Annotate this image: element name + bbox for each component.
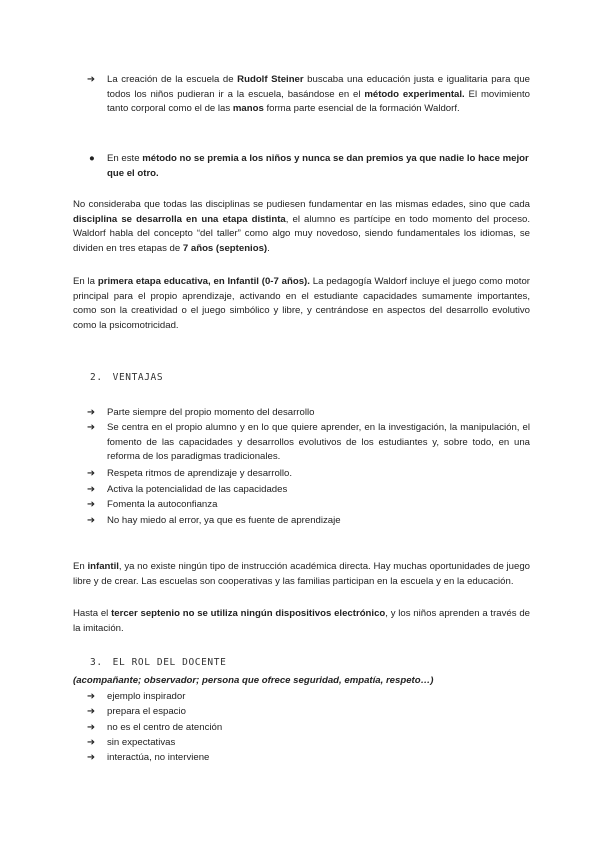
dot-bullet-icon: ●: [89, 153, 95, 164]
section-number: 3.: [90, 657, 103, 668]
list-item: ➔ interactúa, no interviene: [87, 751, 530, 766]
section-number: 2.: [90, 372, 103, 383]
paragraph-disciplinas: No consideraba que todas las disciplinas se pudiesen fundamentar en las mismas edades, sino que cada disciplina se desarrolla en una etapa distinta, el alumno es partícipe en todo momento del proceso. Waldorf habla del concepto “del taller” como algo muy novedoso, siendo fundamentales los idiomas, se dividen en tres etapas de 7 años (septenios).: [73, 199, 531, 254]
section-title: VENTAJAS: [112, 372, 164, 383]
list-item: ➔ ejemplo inspirador: [87, 690, 530, 705]
arrow-bullet-icon: ➔: [87, 499, 96, 510]
list-item: ➔ Respeta ritmos de aprendizaje y desarrollo.: [87, 467, 530, 482]
arrow-bullet-icon: ➔: [87, 691, 96, 702]
arrow-bullet-icon: ➔: [87, 407, 96, 418]
list-item: ➔ prepara el espacio: [87, 705, 530, 720]
arrow-bullet-icon: ➔: [87, 74, 96, 85]
list-item: ➔ no es el centro de atención: [87, 721, 530, 736]
section-title: EL ROL DEL DOCENTE: [112, 657, 227, 668]
arrow-bullet-icon: ➔: [87, 422, 96, 433]
list-item: ➔ Fomenta la autoconfianza: [87, 498, 530, 513]
list-item-steiner: [87, 73, 530, 117]
list-item: ➔ Parte siempre del propio momento del desarrollo: [87, 406, 530, 421]
paragraph-infantil: En infantil, ya no existe ningún tipo de instrucción académica directa. Hay muchas oportunidades de juego libre y de crear. Las escuelas son cooperativas y las familias participan en la escuela y en la educación.: [73, 561, 530, 587]
list-item: ➔ Se centra en el propio alumno y en lo que quiere aprender, en la investigación, la manipulación, el fomento de las capacidades y desarrollos evolutivos de los estudiantes y, sobre todo, en una reforma de los paradigmas tradicionales.: [87, 422, 530, 463]
section-heading-ventajas: [90, 371, 163, 386]
arrow-bullet-icon: ➔: [87, 706, 96, 717]
arrow-bullet-icon: ➔: [87, 468, 96, 479]
paragraph-primera-etapa: En la primera etapa educativa, en Infantil (0-7 años). La pedagogía Waldorf incluye el juego como motor principal para el propio aprendizaje, activando en el estudiante capacidades sumamente importantes, como son la creatividad o el juego simbólico y libre, y centrándose en aspectos del desarrollo evolutivo como la psicomotricidad.: [73, 276, 530, 331]
list-item: ➔ Activa la potencialidad de las capacidades: [87, 483, 530, 498]
arrow-bullet-icon: ➔: [87, 752, 96, 763]
arrow-bullet-icon: ➔: [87, 722, 96, 733]
list-item-text: En este método no se premia a los niños y nunca se dan premios ya que nadie lo hace mejor que el otro.: [107, 153, 529, 179]
section-heading-rol-docente: [90, 656, 226, 671]
section-subtitle: (acompañante; observador; persona que ofrece seguridad, empatía, respeto…): [73, 675, 434, 686]
arrow-bullet-icon: ➔: [87, 484, 96, 495]
list-item: ➔ No hay miedo al error, ya que es fuente de aprendizaje: [87, 514, 530, 529]
arrow-bullet-icon: ➔: [87, 737, 96, 748]
arrow-bullet-icon: ➔: [87, 515, 96, 526]
list-item-premios: [87, 152, 530, 181]
list-item-text: La creación de la escuela de Rudolf Steiner buscaba una educación justa e igualitaria para que todos los niños pudieran ir a la escuela, basándose en el método experimental. El movimiento tanto corporal como el de las manos forma parte esencial de la formación Waldorf.: [107, 74, 530, 115]
paragraph-septenio: Hasta el tercer septenio no se utiliza ningún dispositivos electrónico, y los niños aprenden a través de la imitación.: [73, 608, 530, 634]
list-item: ➔ sin expectativas: [87, 736, 530, 751]
